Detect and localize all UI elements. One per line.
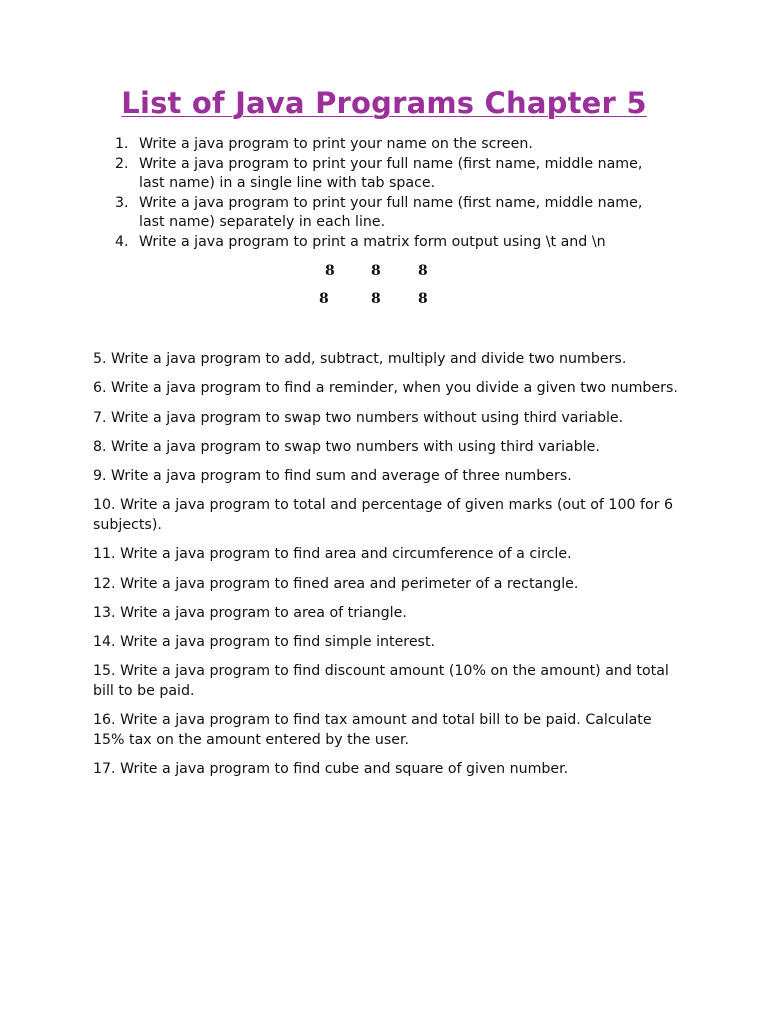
matrix-cell: 8: [371, 263, 381, 279]
list-item: [115, 194, 659, 233]
list-text: Write a java program to print a matrix form output using \t and \n: [139, 233, 606, 250]
program-item: 7. Write a java program to swap two numbers without using third variable.: [93, 409, 624, 426]
program-item: 6. Write a java program to find a reminder, when you divide a given two numbers.: [93, 380, 678, 397]
numbered-list: [115, 135, 659, 252]
list-text: Write a java program to print your name on the screen.: [139, 136, 533, 152]
list-item: [115, 233, 659, 253]
list-item: [115, 135, 659, 155]
program-item: 12. Write a java program to fined area and perimeter of a rectangle.: [93, 575, 579, 592]
program-item: 14. Write a java program to find simple interest.: [93, 634, 436, 651]
program-item: 16. Write a java program to find tax amount and total bill to be paid. Calculate 15% tax on the amount entered by the user.: [93, 712, 652, 748]
program-item: 8. Write a java program to swap two numbers with using third variable.: [93, 438, 600, 455]
matrix-cell: 8: [418, 291, 428, 307]
program-item: 11. Write a java program to find area and circumference of a circle.: [93, 546, 572, 563]
program-item: 13. Write a java program to area of triangle.: [93, 604, 407, 621]
list-number: 1.: [115, 136, 129, 152]
list-number: 3.: [115, 194, 129, 211]
program-item: 17. Write a java program to find cube and square of given number.: [93, 761, 569, 778]
program-item: 10. Write a java program to total and percentage of given marks (out of 100 for 6 subjects).: [93, 497, 674, 533]
program-list: [93, 350, 683, 789]
list-number: 2.: [115, 155, 129, 172]
matrix-cell: 8: [371, 291, 381, 307]
page-title: List of Java Programs Chapter 5: [121, 86, 647, 120]
program-item: 15. Write a java program to find discount amount (10% on the amount) and total bill to be paid.: [93, 663, 669, 699]
list-text: Write a java program to print your full name (first name, middle name, last name) separately in each line.: [139, 194, 643, 230]
matrix-cell: 8: [319, 291, 329, 307]
program-item: 9. Write a java program to find sum and average of three numbers.: [93, 468, 572, 485]
matrix-cell: 8: [325, 263, 335, 279]
matrix-row: [0, 291, 768, 309]
list-number: 4.: [115, 233, 129, 250]
list-item: [115, 155, 659, 194]
matrix-cell: 8: [418, 263, 428, 279]
list-text: Write a java program to print your full name (first name, middle name, last name) in a single line with tab space.: [139, 155, 643, 191]
program-item: 5. Write a java program to add, subtract, multiply and divide two numbers.: [93, 351, 627, 367]
matrix-row: [0, 263, 768, 281]
